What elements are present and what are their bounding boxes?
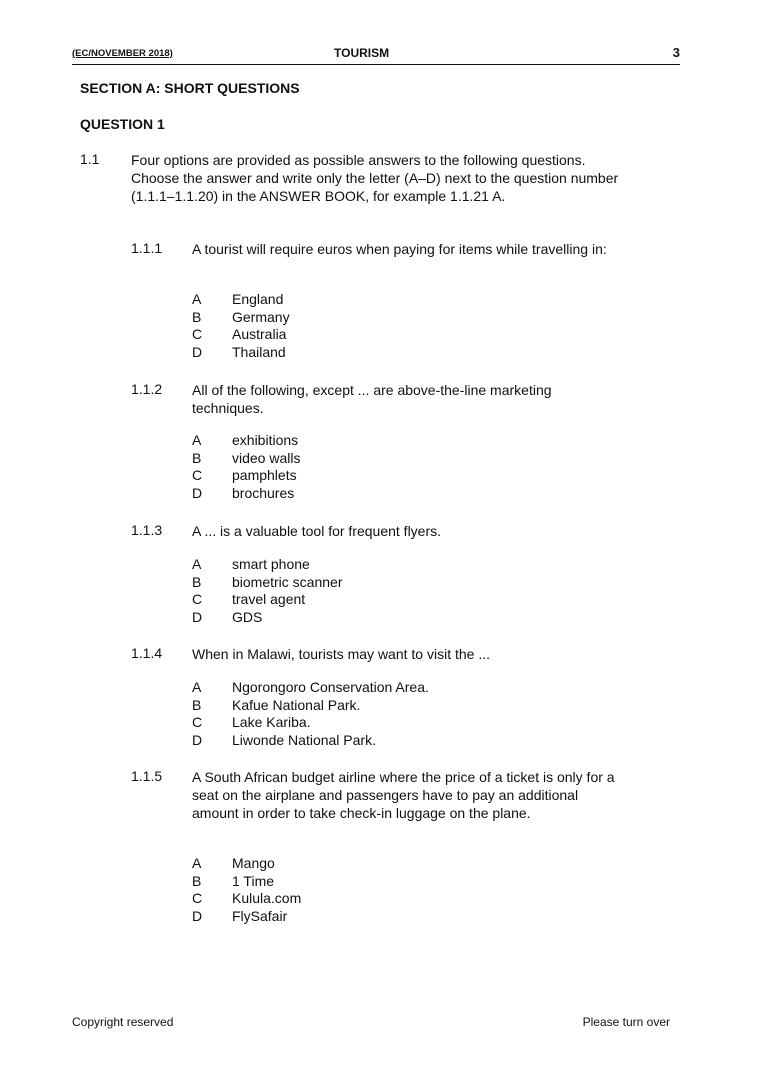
option — [192, 908, 301, 926]
option-text: brochures — [232, 484, 295, 501]
question-number: 1.1.4 — [131, 645, 163, 661]
option — [192, 697, 429, 715]
footer-turn-over: Please turn over — [582, 1015, 670, 1029]
option-text: pamphlets — [232, 467, 297, 484]
option — [192, 855, 301, 873]
option-letter: B — [192, 872, 202, 889]
intro-instructions: Four options are provided as possible answers to the following questions. Choose the answer and write only the letter (A–D) next to the question number (1.1.1–1.1.20) in the ANSWER BOOK, for example 1.1.21 A. — [131, 152, 619, 204]
option-letter: A — [192, 855, 202, 871]
option — [192, 609, 343, 627]
question-number: 1.1.1 — [131, 240, 163, 256]
option-letter: B — [192, 449, 202, 466]
option-text: biometric scanner — [232, 573, 343, 590]
option-letter: A — [192, 291, 202, 307]
option — [192, 574, 343, 592]
option-text: exhibitions — [232, 432, 299, 448]
option-text: Liwonde National Park. — [232, 731, 376, 748]
question-number: 1.1.2 — [131, 381, 163, 397]
option — [192, 450, 300, 468]
option-text: Kulula.com — [232, 890, 302, 907]
header-exam-date: (EC/NOVEMBER 2018) — [72, 48, 173, 59]
options-list — [192, 679, 429, 749]
option-text: GDS — [232, 608, 263, 625]
option-letter: D — [192, 484, 203, 501]
option — [192, 326, 290, 344]
option — [192, 591, 343, 609]
option-text: Ngorongoro Conservation Area. — [232, 679, 429, 695]
option-letter: C — [192, 326, 203, 343]
option-letter: B — [192, 696, 202, 713]
option — [192, 556, 343, 574]
option — [192, 309, 290, 327]
option-letter: A — [192, 432, 202, 448]
option-letter: A — [192, 556, 202, 572]
question-title: QUESTION 1 — [80, 116, 165, 132]
question-number: 1.1.3 — [131, 522, 163, 538]
option — [192, 485, 300, 503]
option-text: Germany — [232, 308, 290, 325]
option — [192, 732, 429, 750]
options-list — [192, 291, 290, 361]
option — [192, 714, 429, 732]
option-letter: C — [192, 890, 203, 907]
option-text: Mango — [232, 855, 275, 871]
option-text: travel agent — [232, 591, 306, 608]
option-letter: D — [192, 731, 203, 748]
question-stem: All of the following, except ... are above-the-line marketing techniques. — [192, 382, 552, 416]
question-stem: A tourist will require euros when paying for items while travelling in: — [192, 241, 607, 257]
option — [192, 344, 290, 362]
header-page-number: 3 — [672, 45, 680, 60]
option-text: Thailand — [232, 343, 286, 360]
page-header — [72, 44, 680, 65]
options-list — [192, 855, 301, 925]
option — [192, 467, 300, 485]
option-text: Kafue National Park. — [232, 696, 361, 713]
option-letter: D — [192, 608, 203, 625]
option-letter: D — [192, 343, 203, 360]
option — [192, 291, 290, 309]
option-text: Lake Kariba. — [232, 714, 311, 731]
option-letter: C — [192, 714, 203, 731]
option-text: 1 Time — [232, 872, 275, 889]
option-text: FlySafair — [232, 907, 288, 924]
option-letter: A — [192, 679, 202, 695]
options-list — [192, 432, 300, 502]
question-number: 1.1.5 — [131, 768, 163, 784]
footer-copyright: Copyright reserved — [72, 1015, 174, 1029]
question-stem: A ... is a valuable tool for frequent flyers. — [192, 523, 442, 539]
options-list — [192, 556, 343, 626]
intro-number: 1.1 — [80, 151, 100, 167]
option-letter: C — [192, 591, 203, 608]
option-text: Australia — [232, 326, 287, 343]
question-stem: When in Malawi, tourists may want to visit the ... — [192, 646, 490, 662]
option-text: England — [232, 291, 284, 307]
option-letter: B — [192, 573, 202, 590]
header-subject: TOURISM — [334, 46, 390, 60]
section-title: SECTION A: SHORT QUESTIONS — [80, 80, 300, 96]
option — [192, 890, 301, 908]
option — [192, 432, 300, 450]
option-text: video walls — [232, 449, 301, 466]
option-letter: C — [192, 467, 203, 484]
option-text: smart phone — [232, 556, 310, 572]
option — [192, 873, 301, 891]
option — [192, 679, 429, 697]
option-letter: D — [192, 907, 203, 924]
option-letter: B — [192, 308, 202, 325]
question-stem: A South African budget airline where the price of a ticket is only for a seat on the airplane and passengers have to pay an additional amount in order to take check-in luggage on the plane. — [192, 769, 615, 821]
